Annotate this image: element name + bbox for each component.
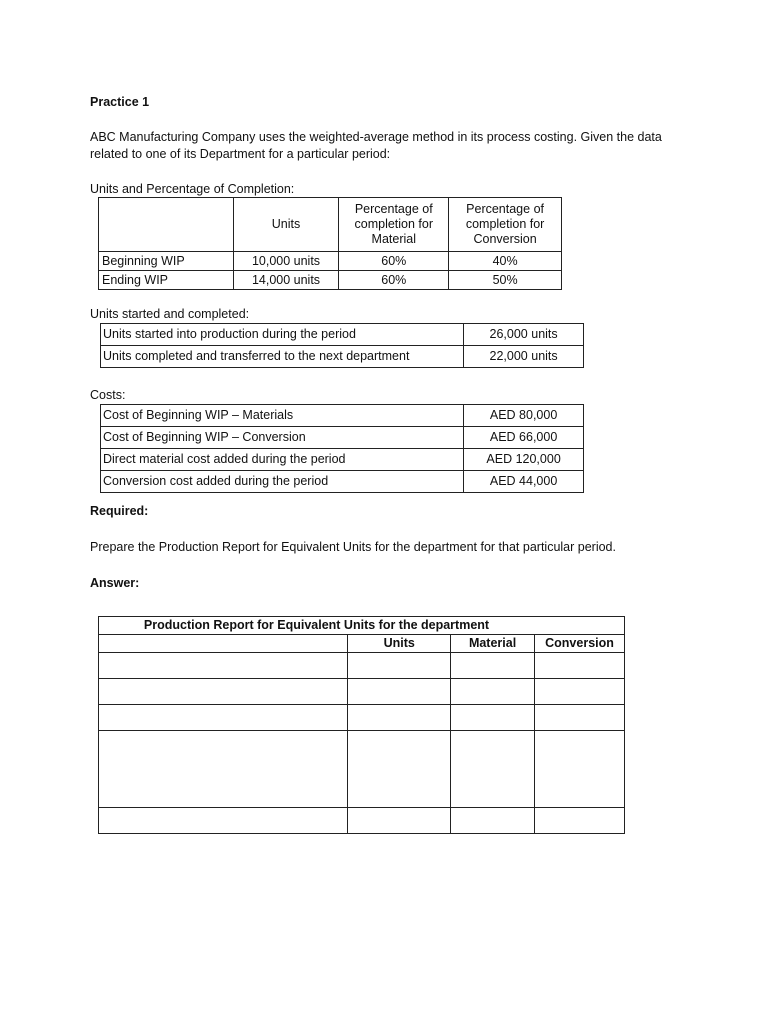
row-label: Cost of Beginning WIP – Conversion — [101, 427, 464, 449]
header-material — [339, 198, 449, 252]
row-units: 14,000 units — [233, 271, 339, 290]
intro-line-1: ABC Manufacturing Company uses the weighted-average method in its process costing. Given the data — [90, 130, 662, 144]
header-material-line: Material — [371, 232, 416, 246]
report-title: Production Report for Equivalent Units for the department — [99, 617, 625, 635]
row-units: 10,000 units — [233, 252, 339, 271]
table-row — [99, 252, 562, 271]
empty-cell — [451, 705, 535, 731]
header-material-line: Percentage of — [354, 202, 433, 216]
report-title-row — [99, 617, 625, 635]
row-material: 60% — [339, 271, 449, 290]
empty-cell — [535, 808, 625, 834]
empty-cell — [348, 705, 451, 731]
header-conversion: Conversion — [535, 635, 625, 653]
table-row — [99, 679, 625, 705]
empty-cell — [535, 731, 625, 808]
table-row — [99, 808, 625, 834]
row-label: Beginning WIP — [99, 252, 234, 271]
empty-cell — [348, 808, 451, 834]
table-row — [101, 471, 584, 493]
empty-cell — [535, 679, 625, 705]
header-material-line: completion for — [354, 217, 434, 231]
table-row — [99, 271, 562, 290]
required-text: Prepare the Production Report for Equivalent Units for the department for that particular period. — [90, 540, 616, 554]
header-blank-cell — [99, 198, 234, 252]
row-conversion: 50% — [449, 271, 562, 290]
empty-cell — [99, 679, 348, 705]
header-conversion-line: completion for — [465, 217, 545, 231]
table-row — [101, 346, 584, 368]
empty-cell — [451, 679, 535, 705]
intro-line-2: related to one of its Department for a particular period: — [90, 147, 391, 161]
practice-title: Practice 1 — [90, 95, 150, 109]
table-row — [101, 427, 584, 449]
row-value: AED 66,000 — [464, 427, 584, 449]
empty-cell — [99, 731, 348, 808]
header-units: Units — [348, 635, 451, 653]
row-value: 22,000 units — [464, 346, 584, 368]
row-value: 26,000 units — [464, 324, 584, 346]
empty-cell — [348, 679, 451, 705]
row-label: Units completed and transferred to the next department — [101, 346, 464, 368]
row-value: AED 120,000 — [464, 449, 584, 471]
table-row — [101, 449, 584, 471]
empty-cell — [99, 808, 348, 834]
required-heading: Required: — [90, 504, 149, 518]
table-row — [99, 653, 625, 679]
production-report-table — [98, 616, 625, 834]
row-label: Ending WIP — [99, 271, 234, 290]
table-row — [101, 405, 584, 427]
header-conversion-line: Conversion — [473, 232, 537, 246]
table-row — [99, 705, 625, 731]
started-section-heading: Units started and completed: — [90, 307, 250, 321]
table-header-row — [99, 198, 562, 252]
table-row — [101, 324, 584, 346]
empty-cell — [99, 705, 348, 731]
row-label: Cost of Beginning WIP – Materials — [101, 405, 464, 427]
costs-table — [100, 404, 584, 493]
row-value: AED 80,000 — [464, 405, 584, 427]
header-blank-cell — [99, 635, 348, 653]
row-label: Units started into production during the period — [101, 324, 464, 346]
header-units: Units — [233, 198, 339, 252]
units-completion-table — [98, 197, 562, 290]
empty-cell — [451, 653, 535, 679]
header-conversion — [449, 198, 562, 252]
empty-cell — [348, 653, 451, 679]
row-conversion: 40% — [449, 252, 562, 271]
header-material: Material — [451, 635, 535, 653]
report-header-row — [99, 635, 625, 653]
row-value: AED 44,000 — [464, 471, 584, 493]
units-section-heading: Units and Percentage of Completion: — [90, 182, 295, 196]
table-row — [99, 731, 625, 808]
empty-cell — [451, 808, 535, 834]
row-label: Conversion cost added during the period — [101, 471, 464, 493]
costs-section-heading: Costs: — [90, 388, 126, 402]
empty-cell — [535, 653, 625, 679]
units-started-table — [100, 323, 584, 368]
header-conversion-line: Percentage of — [466, 202, 544, 216]
row-material: 60% — [339, 252, 449, 271]
empty-cell — [99, 653, 348, 679]
empty-cell — [451, 731, 535, 808]
row-label: Direct material cost added during the period — [101, 449, 464, 471]
empty-cell — [535, 705, 625, 731]
empty-cell — [348, 731, 451, 808]
answer-heading: Answer: — [90, 576, 140, 590]
